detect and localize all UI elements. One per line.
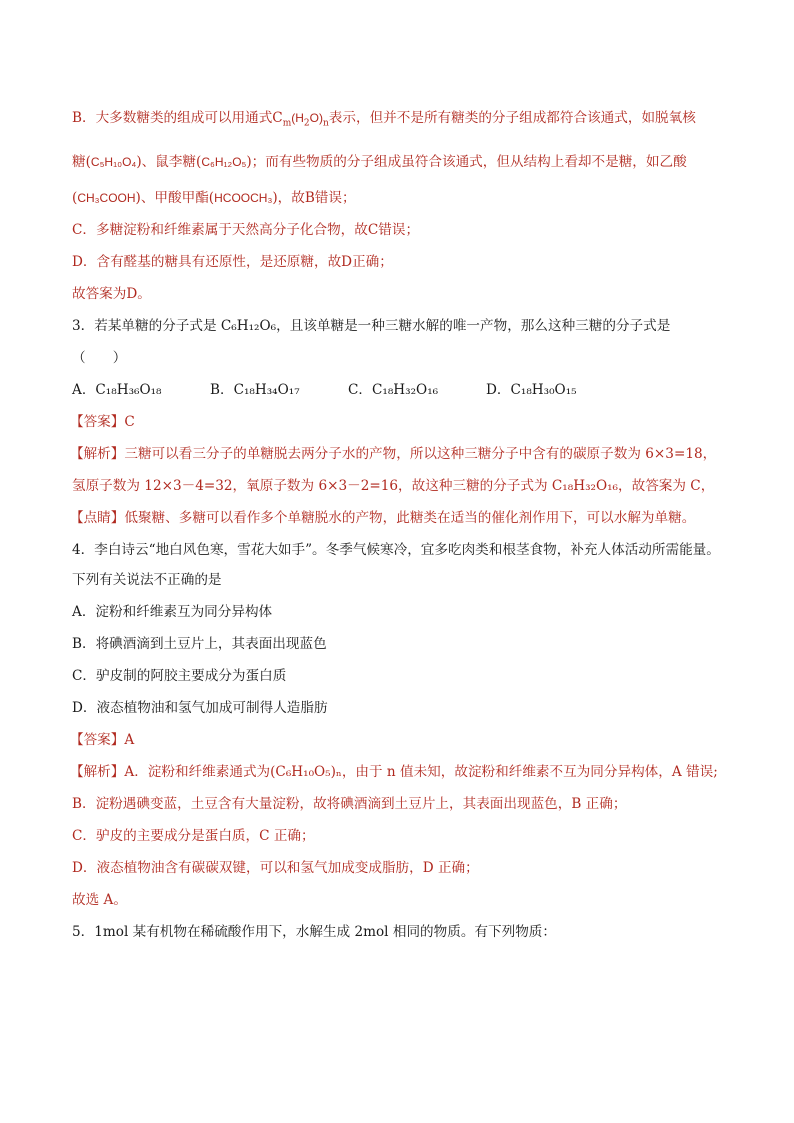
q4-conclusion: 故选 A。 <box>72 892 127 908</box>
methyl-formate-formula: HCOOCH₃ <box>214 191 273 205</box>
q3-analysis-1 <box>70 444 734 464</box>
analysis-label: 【解析】 <box>70 764 125 780</box>
analysis-text: 三糖可以看三分子的单糖脱去两分子水的产物，所以这种三糖分子中含有的碳原子数为 6×3=18， <box>124 446 717 462</box>
q3-option-d: D．C₁₈H₃₀O₁₅ <box>486 382 577 398</box>
q3-option-b: B．C₁₈H₃₄O₁₇ <box>210 382 300 398</box>
text: )、鼠李糖( <box>136 154 202 170</box>
q2-analysis-b-line3 <box>72 188 734 208</box>
text: B．大多数糖类的组成可以用通式C <box>72 110 283 126</box>
q4-analysis-b: B．淀粉遇碘变蓝，土豆含有大量淀粉，故将碘酒滴到土豆片上，其表面出现蓝色，B 正确； <box>72 796 627 812</box>
q3-stem: 3．若某单糖的分子式是 C₆H₁₂O₆，且该单糖是一种三糖水解的唯一产物，那么这种三糖的分子式是 <box>72 318 671 334</box>
q4-option-b: B．将碘酒滴到土豆片上，其表面出现蓝色 <box>72 636 327 652</box>
q4-analysis-c: C．驴皮的主要成分是蛋白质，C 正确； <box>72 828 315 844</box>
analysis-label: 【解析】 <box>70 446 125 462</box>
subscript: m <box>282 118 292 129</box>
text: )、甲酸甲酯( <box>135 190 215 206</box>
q3-analysis-2: 氢原子数为 12×3－4=32，氧原子数为 6×3－2=16，故这种三糖的分子式为 C₁₈H₃₂O₁₆，故答案为 C， <box>72 478 715 494</box>
tip-text: 低聚糖、多糖可以看作多个单糖脱水的产物，此糖类在适当的催化剂作用下，可以水解为单糖。 <box>124 510 696 526</box>
q3-answer <box>70 412 734 432</box>
text: 表示，但并不是所有糖类的分子组成都符合该通式，如脱氧核 <box>328 110 696 126</box>
q3-option-a: A．C₁₈H₃₆O₁₈ <box>72 382 162 398</box>
text: 糖( <box>72 154 91 170</box>
q4-analysis-a <box>70 762 734 782</box>
q3-tip <box>70 508 734 528</box>
q4-option-c: C．驴皮制的阿胶主要成分为蛋白质 <box>72 668 287 684</box>
q4-analysis-d: D．液态植物油含有碳碳双键，可以和氢气加成变成脂肪，D 正确； <box>72 860 479 876</box>
rhamnose-formula: C₆H₁₂O₅ <box>201 155 247 169</box>
subscript: n <box>323 118 329 129</box>
answer-value: C <box>124 414 135 430</box>
q2-analysis-d: D．含有醛基的糖具有还原性，是还原糖，故D正确； <box>72 254 393 270</box>
tip-label: 【点睛】 <box>70 510 125 526</box>
q2-conclusion: 故答案为D。 <box>72 286 151 302</box>
q4-stem-1: 4．李白诗云“地白风色寒，雪花大如手”。冬季气候寒冷，宜多吃肉类和根茎食物，补充人体活动所需能量。 <box>72 542 720 558</box>
formula-part: O) <box>309 111 323 125</box>
text: ( <box>72 190 78 206</box>
acetic-acid-formula: CH₃COOH <box>77 191 136 205</box>
analysis-text: A．淀粉和纤维素通式为(C₆H₁₀O₅)ₙ，由于 n 值未知，故淀粉和纤维素不互为同分异构体，A 错误; <box>124 764 718 780</box>
q4-option-d: D．液态植物油和氢气加成可制得人造脂肪 <box>72 700 328 716</box>
answer-value: A <box>124 732 135 748</box>
text: )，故B错误； <box>272 190 356 206</box>
text: )；而有些物质的分子组成虽符合该通式，但从结构上看却不是糖，如乙酸 <box>246 154 687 170</box>
q4-answer <box>70 730 734 750</box>
formula-part: (H <box>291 111 304 125</box>
q4-option-a: A．淀粉和纤维素互为同分异构体 <box>72 604 273 620</box>
q5-stem: 5．1mol 某有机物在稀硫酸作用下，水解生成 2mol 相同的物质。有下列物质： <box>72 924 556 940</box>
answer-label: 【答案】 <box>70 732 125 748</box>
subscript: 2 <box>303 118 310 129</box>
answer-label: 【答案】 <box>70 414 125 430</box>
q3-option-c: C．C₁₈H₃₂O₁₆ <box>348 382 439 398</box>
q2-analysis-c: C．多糖淀粉和纤维素属于天然高分子化合物，故C错误； <box>72 222 420 238</box>
q2-analysis-b-line1 <box>72 108 734 128</box>
deoxyribose-formula: C₅H₁₀O₄ <box>90 155 137 169</box>
q3-paren: （ ） <box>72 350 127 366</box>
q4-stem-2: 下列有关说法不正确的是 <box>72 572 222 588</box>
q2-analysis-b-line2 <box>72 152 734 172</box>
